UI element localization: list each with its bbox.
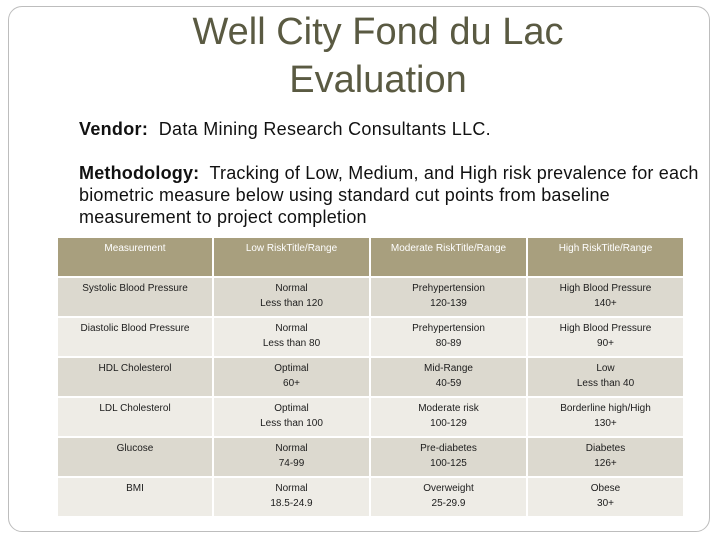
high-risk-cell: High Blood Pressure 140+: [527, 277, 684, 317]
slide-title: [0, 8, 720, 104]
header-measurement: Measurement: [58, 238, 213, 277]
methodology-label: Methodology:: [79, 163, 200, 183]
low-risk-cell: Normal Less than 80: [213, 317, 370, 357]
high-risk-cell: Obese 30+: [527, 477, 684, 517]
table-row: [58, 477, 684, 517]
measure-cell: Systolic Blood Pressure: [58, 277, 213, 317]
table-row: [58, 357, 684, 397]
low-risk-cell: Optimal 60+: [213, 357, 370, 397]
table-row: [58, 397, 684, 437]
methodology-text: Tracking of Low, Medium, and High risk prevalence for each biometric measure below using standard cut points from baseline measurement to project completion: [79, 163, 699, 227]
high-risk-cell: Low Less than 40: [527, 357, 684, 397]
low-risk-cell: Normal 18.5-24.9: [213, 477, 370, 517]
vendor-label: Vendor:: [79, 119, 149, 139]
moderate-risk-cell: Overweight 25-29.9: [370, 477, 527, 517]
moderate-risk-cell: Mid-Range 40-59: [370, 357, 527, 397]
high-risk-cell: Diabetes 126+: [527, 437, 684, 477]
moderate-risk-cell: Prehypertension 120-139: [370, 277, 527, 317]
header-low-risk: Low RiskTitle/Range: [213, 238, 370, 277]
table-row: [58, 277, 684, 317]
header-high-risk: High RiskTitle/Range: [527, 238, 684, 277]
vendor-line: [79, 119, 491, 140]
header-moderate-risk: Moderate RiskTitle/Range: [370, 238, 527, 277]
title-line-1: Well City Fond du Lac: [192, 11, 564, 53]
vendor-text: Data Mining Research Consultants LLC.: [158, 119, 491, 139]
measure-cell: HDL Cholesterol: [58, 357, 213, 397]
low-risk-cell: Normal Less than 120: [213, 277, 370, 317]
risk-table: [58, 238, 685, 518]
low-risk-cell: Normal 74-99: [213, 437, 370, 477]
table-row: [58, 437, 684, 477]
measure-cell: BMI: [58, 477, 213, 517]
low-risk-cell: Optimal Less than 100: [213, 397, 370, 437]
table-header-row: [58, 238, 684, 277]
measure-cell: Glucose: [58, 437, 213, 477]
high-risk-cell: Borderline high/High 130+: [527, 397, 684, 437]
measure-cell: LDL Cholesterol: [58, 397, 213, 437]
moderate-risk-cell: Moderate risk 100-129: [370, 397, 527, 437]
table-row: [58, 317, 684, 357]
measure-cell: Diastolic Blood Pressure: [58, 317, 213, 357]
high-risk-cell: High Blood Pressure 90+: [527, 317, 684, 357]
methodology-paragraph: [79, 162, 699, 228]
moderate-risk-cell: Prehypertension 80-89: [370, 317, 527, 357]
title-line-2: Evaluation: [289, 59, 467, 101]
moderate-risk-cell: Pre-diabetes 100-125: [370, 437, 527, 477]
